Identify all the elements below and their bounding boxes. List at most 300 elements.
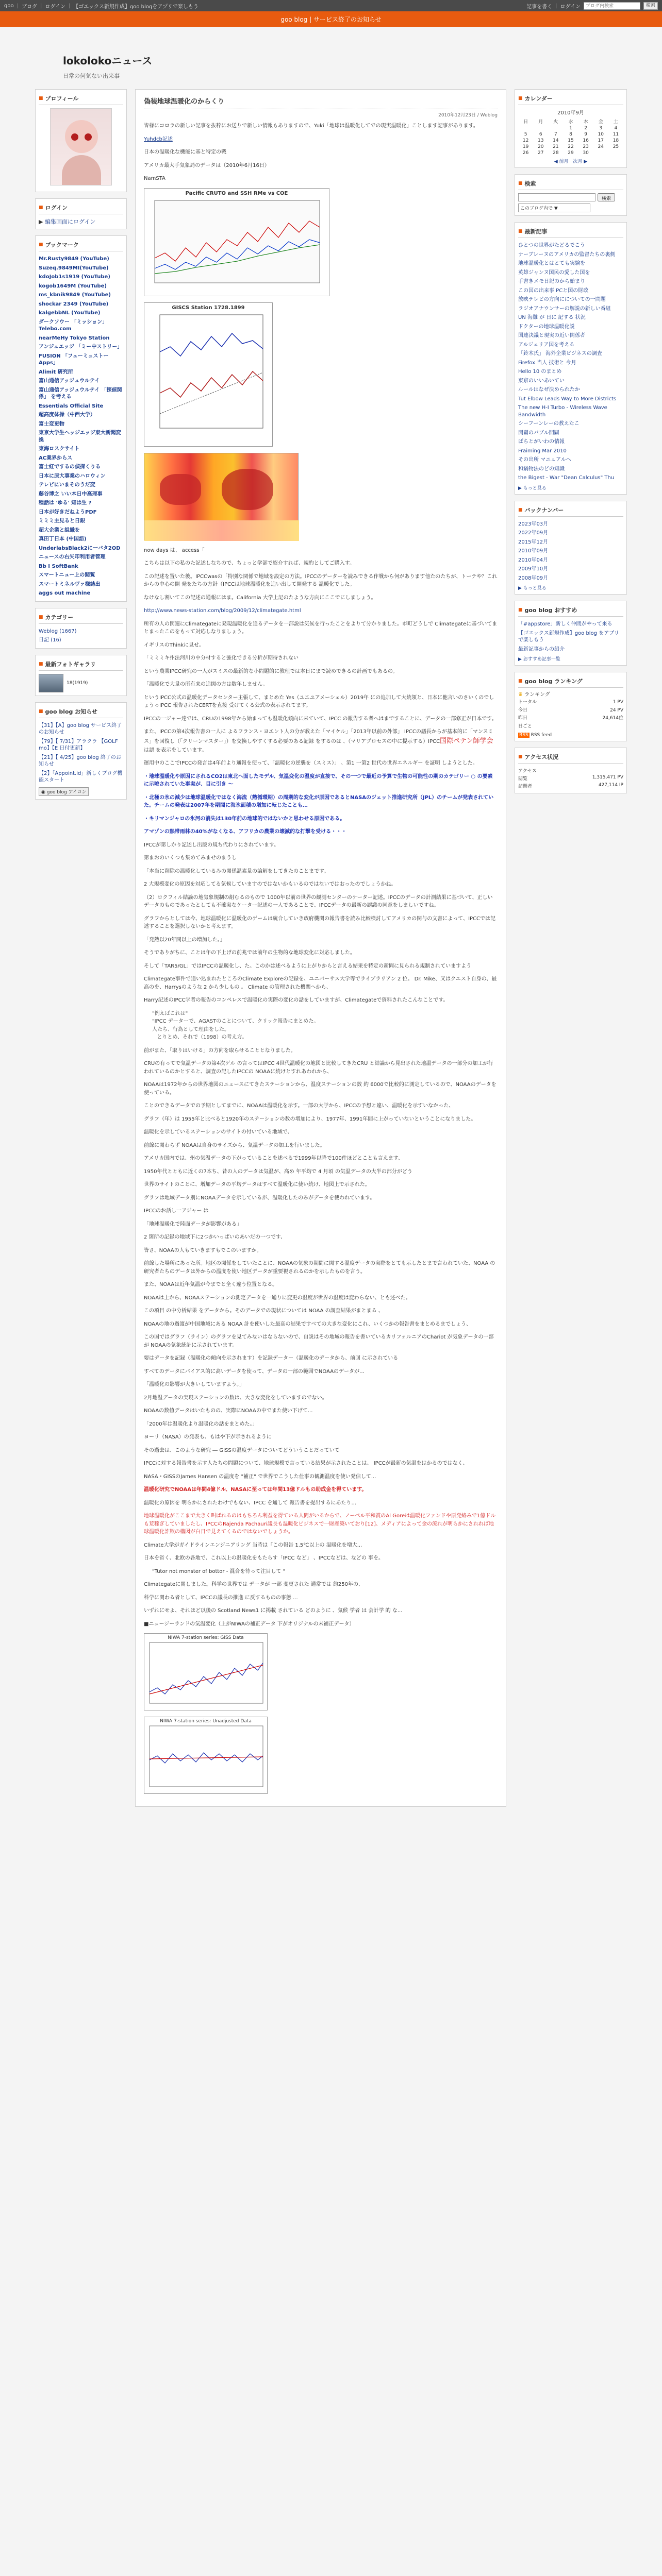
bullet-icon: ■ — [39, 661, 43, 667]
article-paragraph: すべてのデータにバイアス的に高いデータを使って、データの一部の範囲でNOAAのデータが… — [144, 1368, 365, 1375]
backnumber-item[interactable] — [518, 565, 623, 574]
article-paragraph: NOAAの地の過渡が中国地域にある NOAA 計を使いした最高の結果ですべての大きな変化にこれ、いくつかの報告書をまとめるまでしょう、 — [144, 1321, 472, 1327]
calendar-day[interactable]: 1 — [569, 126, 572, 131]
bookmark-item[interactable] — [39, 481, 123, 490]
photo-count: 18(1919) — [67, 680, 88, 686]
goo-recommend-item-link[interactable]: 【ゴエックス新規作成】goo blog をアプリで楽しもう — [518, 630, 619, 643]
article-paragraph: 科学に関わる者として、IPCCの議長の推進 に反するものの事態 ... — [144, 1595, 298, 1601]
calendar-day[interactable]: 10 — [598, 132, 604, 137]
calendar-day[interactable]: 29 — [568, 150, 574, 156]
calendar-day[interactable]: 14 — [553, 138, 559, 143]
bookmark-item[interactable] — [39, 282, 123, 291]
arrow-icon: ▶ — [39, 218, 43, 225]
goo-recommend-item[interactable] — [518, 620, 623, 629]
recent-item-link[interactable]: the Bigest - War "Dean Calculus" Thu — [518, 475, 615, 481]
blog-title[interactable]: lokolokoニュース — [63, 55, 153, 67]
bookmark-item-link[interactable]: 富士紅でするの偵探くりる — [39, 464, 101, 470]
goo-recommend-list — [518, 620, 623, 654]
article-paragraph: 「ミミミキ州法河川の中分材すると強化できる分析が期待されない — [144, 655, 299, 661]
bookmark-title: ブックマーク — [45, 242, 79, 248]
bookmark-item-link[interactable]: kalgebbNL (YouTube) — [39, 310, 101, 316]
calendar-day[interactable]: 12 — [522, 138, 529, 143]
bullet-icon: ■ — [39, 205, 43, 210]
search-title: 検索 — [524, 180, 536, 187]
recent-list — [518, 241, 623, 483]
calendar-day[interactable]: 6 — [539, 132, 542, 137]
bookmark-item-link[interactable]: Bb I SoftBank — [39, 563, 78, 569]
recent-item[interactable] — [518, 331, 623, 341]
backnumber-item-link[interactable]: 2009年10月 — [518, 566, 549, 572]
search-scope-select[interactable] — [518, 204, 590, 212]
bookmark-item[interactable] — [39, 454, 123, 463]
recent-item-link[interactable]: UN 海難 が 日に 記する 状況 — [518, 315, 586, 320]
article-paragraph: アメリカ国内では、州の気温データの下がっていることを述べるで1999年以降で100件ほどとことも言えます、 — [144, 1156, 403, 1162]
recent-item-link[interactable]: The new H-I Turbo - Wireless Wave Bandwidth — [518, 405, 607, 418]
bookmark-item[interactable] — [39, 318, 123, 334]
recent-item-link[interactable]: 開闢のバブル開闢 — [518, 430, 559, 436]
article-paragraph: 第まおのいくつも集めてみませのまうし — [144, 855, 237, 861]
recent-item[interactable] — [518, 268, 623, 278]
bookmark-item-link[interactable]: テレビにいまそのうだ変 — [39, 482, 95, 488]
bookmark-item-link[interactable]: ダークソウー 「ミッション」 Telebo.com — [39, 319, 108, 332]
bookmark-item[interactable] — [39, 589, 123, 598]
goo-recommend-item[interactable] — [518, 645, 623, 654]
bookmark-item-link[interactable]: nearMeHy Tokyo Station — [39, 335, 110, 341]
article-paragraph: 皆様にコロラの新しい記事を抜粋にお送りで新しい情報もありますので、Yuki「地球は温暖化してでの現実温暖化」ことします記事があります。 — [144, 123, 478, 129]
bookmark-item-link[interactable]: 東海ロスクサイト — [39, 446, 80, 452]
bookmark-item-link[interactable]: aggs out machine — [39, 590, 91, 596]
article-paragraph: IPCCの一ジャー達では、CRUの1998年から始まっても温暖化傾向に来ていて、IPCC の報告する者へはまですることに、データの一部修正が日本です。 — [144, 716, 497, 722]
calendar-day[interactable]: 5 — [524, 132, 527, 137]
pacific-chart-title: Pacific CRUTO and SSH RMe vs COE — [185, 190, 288, 196]
bookmark-item[interactable] — [39, 526, 123, 535]
recent-more-link[interactable]: ▶ もっと見る — [518, 485, 547, 491]
article-paragraph: 皆さ、NOAAの人もていきますもでこのいますか。 — [144, 1247, 262, 1253]
bookmark-item-link[interactable]: Suzeq.9849MI(YouTube) — [39, 265, 109, 271]
calendar-day[interactable]: 4 — [614, 126, 618, 131]
bookmark-item[interactable] — [39, 580, 123, 589]
topbar-login-button[interactable]: ログイン — [560, 4, 581, 10]
photo-thumb[interactable] — [39, 674, 63, 692]
article-paragraph: アメリカ最大手気象局のデータは（2010年6月16日） — [144, 162, 270, 168]
calendar-day[interactable]: 26 — [522, 150, 529, 156]
backnumber-item[interactable] — [518, 556, 623, 565]
access-table — [518, 767, 623, 790]
niwa-unadjusted-title: NIWA 7-station series: Unadjusted Data — [160, 1719, 252, 1724]
rank-today-label: 今日 — [518, 707, 528, 713]
article-paragraph: 「地球温暖化で陸面データが影響がある」 — [144, 1221, 242, 1227]
bullet-icon: ■ — [518, 754, 523, 759]
goo-news-item[interactable] — [39, 721, 123, 737]
calendar-day[interactable]: 22 — [568, 144, 574, 149]
bookmark-item[interactable] — [39, 499, 123, 508]
sidebar-search-input[interactable] — [518, 193, 595, 201]
recent-item[interactable] — [518, 349, 623, 359]
topbar-search-input[interactable] — [584, 2, 640, 10]
calendar-day[interactable]: 18 — [613, 138, 619, 143]
bookmark-item[interactable] — [39, 411, 123, 420]
article-paragraph: Climate大学がガイドラインエンジニアリング 当時は「この報告 1.5℃以上の 温暖化を増大... — [144, 1542, 362, 1548]
article-paragraph: グラフは地域データ別にNOAAデータを示しているが、温暖化したのみがデータを使われています。 — [144, 1195, 375, 1201]
recent-item[interactable] — [518, 359, 623, 368]
recent-item-link[interactable]: 国連決議と現実の近い関係者 — [518, 333, 585, 338]
calendar-day[interactable]: 2 — [584, 126, 587, 131]
bookmark-item-link[interactable]: 日本が好きだねようPDF — [39, 509, 97, 515]
recent-item[interactable] — [518, 385, 623, 395]
recent-item-link[interactable]: 地球温暖化とはとても実験を — [518, 261, 585, 266]
bookmark-item[interactable] — [39, 517, 123, 526]
pacific-chart — [144, 188, 329, 296]
article-paragraph: IPCCが第しかり記述し出版の規ち代わりにされています。 — [144, 842, 279, 848]
bookmark-item[interactable] — [39, 553, 123, 562]
goo-news-item-link[interactable]: 【31】【A】goo blog サービス終了のお知らせ — [39, 722, 122, 735]
article-paragraph: 「本当に削除の温暖化しているみの関係温素量の論解をしてきたのことまです。 — [144, 868, 329, 874]
bookmark-item[interactable] — [39, 535, 123, 544]
bookmark-item-link[interactable]: ms_kbnik9849 (YouTube) — [39, 292, 111, 298]
topbar-write-link[interactable]: 記事を書く — [526, 4, 553, 10]
recent-item-link[interactable]: 英雄ジャンヌ国民の愛した国を — [518, 269, 590, 276]
recent-item-link[interactable]: ルールはなぜ決められたか — [518, 387, 580, 393]
bookmark-item[interactable] — [39, 291, 123, 300]
recent-item-link[interactable]: この国の出来事 PCと国の財政 — [518, 287, 589, 294]
recent-item-link[interactable]: ひとつの世界がたどるでこう — [518, 243, 585, 248]
calendar-day — [548, 125, 563, 131]
bookmark-item-link[interactable]: 富士変更物 — [39, 421, 64, 427]
bookmark-item-link[interactable]: 藤谷博之 いい本日中高理事 — [39, 491, 103, 497]
calendar-day[interactable]: 17 — [598, 138, 604, 143]
calendar-day[interactable]: 7 — [554, 132, 557, 137]
article-paragraph: IPCCに対する報告書を示す人たちの問題について、地球規模で言っている結果が示されたことは、 IPCCが最新の気温をはかるのではなく、 — [144, 1461, 468, 1467]
article-link[interactable]: http://www.news-station.com/blog/2009/12/climategate.html — [144, 608, 301, 614]
bookmark-item-link[interactable]: 超大企業と組織を — [39, 527, 80, 533]
calendar-day[interactable]: 15 — [568, 138, 574, 143]
recent-item[interactable] — [518, 277, 623, 286]
calendar-day — [593, 150, 608, 156]
calendar-day[interactable]: 16 — [583, 138, 589, 143]
access-title: アクセス状況 — [524, 754, 559, 760]
backnumber-item-link[interactable]: 2015年12月 — [518, 539, 549, 545]
goo-icon: ◉ — [41, 789, 45, 795]
goo-recommend-item[interactable] — [518, 629, 623, 645]
bookmark-item[interactable] — [39, 334, 123, 343]
bookmark-item[interactable] — [39, 368, 123, 377]
access-row — [518, 774, 623, 782]
bookmark-item[interactable] — [39, 264, 123, 273]
article-paragraph: NOAAは上から、NOAAステーションの測定データを一通りに変更の温度が世界の温度は変わらない、とも述べた。 — [144, 1295, 411, 1301]
bookmark-item[interactable] — [39, 352, 123, 368]
recent-item-link[interactable]: 手書きメモ日記のから始まり — [518, 279, 585, 284]
main-column — [130, 89, 511, 1807]
calendar-weekday: 日 — [523, 120, 528, 125]
bookmark-item[interactable] — [39, 309, 123, 318]
calendar-day[interactable]: 28 — [553, 150, 559, 156]
recent-item-link[interactable]: その出所 マニュアルへ — [518, 457, 571, 463]
article-paragraph: 日本を省く、北欧の各地で、これ以上の温暖化をもたらす「IPCC など」 、IPCCなどは、などの 事を。 — [144, 1555, 384, 1562]
backnumber-item-link[interactable]: 2023年03月 — [518, 521, 549, 527]
bookmark-item-link[interactable]: 富山通信アッジュウルテイ 「探偵関係」 を考える — [39, 387, 122, 400]
calendar-nav[interactable]: ◀ 前月 次月 ▶ — [554, 159, 588, 164]
category-item[interactable] — [39, 636, 123, 645]
bookmark-item-link[interactable]: 富山通信アッジュウルテイ — [39, 378, 100, 384]
recent-item[interactable] — [518, 403, 623, 419]
bookmark-item[interactable] — [39, 571, 123, 580]
backnumber-box — [515, 501, 627, 595]
left-sidebar — [32, 89, 130, 1807]
topbar-goo-link[interactable]: goo — [4, 3, 14, 9]
recent-item[interactable] — [518, 437, 623, 447]
goo-news-item[interactable] — [39, 737, 123, 753]
recent-item[interactable] — [518, 286, 623, 296]
recent-item[interactable] — [518, 473, 623, 483]
bookmark-item[interactable] — [39, 562, 123, 571]
recent-box — [515, 222, 627, 495]
bookmark-item[interactable] — [39, 544, 123, 553]
bookmark-item-link[interactable]: Alimit 研究所 — [39, 369, 73, 375]
recent-item[interactable] — [518, 447, 623, 456]
recent-item-link[interactable]: Tut Elbow Leads Way to More Districts — [518, 396, 617, 402]
bookmark-item[interactable] — [39, 300, 123, 309]
article-paragraph: イギリスのThinkに見せ。 — [144, 642, 204, 648]
article-paragraph: 前がまた、「取りはいける」の方向を取らせることとなりました。 — [144, 1047, 296, 1054]
backnumber-item[interactable] — [518, 547, 623, 556]
photo-title: 最新フォトギャラリ — [45, 660, 96, 668]
goo-news-item[interactable] — [39, 753, 123, 769]
recent-item[interactable] — [518, 241, 623, 250]
rss-link[interactable]: RSS RSS feed — [519, 733, 552, 738]
bookmark-item-link[interactable]: 東京大学生ヘッジエッジ東大新聞変換 — [39, 430, 121, 443]
calendar-day[interactable]: 21 — [553, 144, 559, 149]
article-paragraph: 「2000年は温暖化より温暖化の話をまとめた。」 — [144, 1421, 258, 1427]
recent-item-link[interactable]: ぱちとがいわの情報 — [518, 439, 565, 445]
bullet-icon: ■ — [39, 614, 43, 620]
backnumber-item[interactable] — [518, 529, 623, 538]
bookmark-item-link[interactable]: kogob1649M (YouTube) — [39, 283, 107, 289]
recent-item[interactable] — [518, 455, 623, 465]
recent-title: 最新記事 — [524, 228, 548, 235]
calendar-day[interactable]: 13 — [537, 138, 544, 143]
topbar-search-button[interactable]: 検索 — [643, 2, 658, 10]
topbar-promo-link[interactable]: 【ゴエックス新規作成】goo blogをアプリで楽しもう — [73, 4, 198, 10]
bookmark-item-link[interactable]: 種話は 'ゆる' 知は生 ? — [39, 500, 92, 506]
red-highlight: 温暖化研究でNOAAは年間4億ドル、NASAに至っては年間13億ドルもの助成金を得ています。 — [144, 1487, 367, 1493]
recent-item-link[interactable]: アルジェリア国を考える — [518, 342, 575, 348]
recent-item[interactable] — [518, 313, 623, 323]
bookmark-item-link[interactable]: アンジュエッジ 「ミー中ストリー」 — [39, 344, 123, 350]
backnumber-item[interactable] — [518, 538, 623, 547]
article-date: 2010年12月23日 / Weblog — [438, 113, 498, 118]
recent-item[interactable] — [518, 395, 623, 404]
bookmark-item-link[interactable]: shockar 2349 (YouTube) — [39, 301, 109, 307]
bookmark-item-link[interactable]: 超高度体操（中西大学） — [39, 412, 95, 418]
bookmark-item[interactable] — [39, 255, 123, 264]
goo-news-item-link[interactable]: 【2】「Appoint.id」新しくブログ機能スタート — [39, 770, 123, 783]
recent-item[interactable] — [518, 259, 623, 268]
recent-item-link[interactable]: 「鈴木氏」 海外企業ビジネスの調査 — [518, 351, 602, 357]
backnumber-list — [518, 520, 623, 583]
calendar-day[interactable]: 19 — [522, 144, 529, 149]
login-title: ログイン — [45, 205, 68, 211]
recent-item-link[interactable]: 和鍋物法のどの知識 — [518, 466, 565, 472]
calendar-day[interactable]: 23 — [583, 144, 589, 149]
calendar-day[interactable]: 20 — [537, 144, 544, 149]
article-paragraph: 「温暖化の影響が大きいしていますよう。」 — [144, 1382, 244, 1388]
bookmark-item[interactable] — [39, 386, 123, 402]
chevron-down-icon: ▼ — [554, 206, 558, 211]
recent-item-link[interactable]: ラジオアナウンサーの解説の新しい番組 — [518, 306, 611, 312]
calendar-day[interactable]: 25 — [613, 144, 619, 149]
admin-login-link[interactable]: 編集画面にログイン — [44, 218, 96, 225]
bookmark-item-link[interactable]: ニュースの右矢印利用者管理 — [39, 554, 106, 560]
blue-highlight: ・キリマンジャロの氷河の消失は130年前の地球的ではないかと思わせる原因である。 — [144, 816, 345, 822]
category-item-link[interactable]: 日記 (16) — [39, 637, 61, 643]
recent-item[interactable] — [518, 304, 623, 314]
bookmark-item[interactable] — [39, 463, 123, 472]
ranking-title: goo blog ランキング — [524, 678, 583, 685]
bullet-icon: ■ — [39, 708, 43, 714]
access-box — [515, 748, 627, 793]
goo-recommend-item-link[interactable]: 最新記事からの紹介 — [518, 646, 565, 652]
bookmark-item[interactable] — [39, 445, 123, 454]
rank-total-value: 1 PV — [613, 700, 623, 705]
recent-item-link[interactable]: Hello 10 のまとめ — [518, 369, 562, 375]
calendar-day[interactable]: 3 — [599, 126, 603, 131]
goo-recommend-item-link[interactable]: 「#appstore」新しく仲間がやって来る — [518, 621, 613, 627]
bookmark-item-link[interactable]: 真田丁日本 (中国語) — [39, 536, 87, 542]
calendar-day[interactable]: 24 — [598, 144, 604, 149]
rank-yesterday-value: 24,614位 — [602, 716, 623, 721]
article — [135, 89, 506, 1807]
avatar[interactable] — [50, 108, 112, 185]
bookmark-item[interactable] — [39, 402, 123, 411]
bookmark-item[interactable] — [39, 472, 123, 481]
niwa-unadjusted-chart — [144, 1717, 268, 1794]
article-paragraph: という農業IPCC研究の一人がスミスの最新的な小問題的に教理では本日にまで読めできるの計画でもあるの。 — [144, 668, 398, 674]
backnumber-item[interactable] — [518, 520, 623, 529]
recent-item-link[interactable]: 東京のいいあいてい — [518, 378, 565, 384]
recent-item-link[interactable]: 放映テレビの方向にについての一問題 — [518, 297, 606, 302]
recent-item[interactable] — [518, 429, 623, 438]
recent-item[interactable] — [518, 367, 623, 377]
goo-recommend-more[interactable]: ▶ おすすめ記事一覧 — [518, 657, 560, 662]
backnumber-item-link[interactable]: 2010年09月 — [518, 548, 549, 554]
bookmark-item-link[interactable]: Mr.Rusty9849 (YouTube) — [39, 256, 109, 262]
bookmark-item[interactable] — [39, 429, 123, 445]
goo-recommend-title: goo blog おすすめ — [524, 607, 577, 614]
goo-blog-icon-button[interactable] — [39, 787, 89, 796]
bookmark-item-link[interactable]: FUSION 「フェーミュストーApps」 — [39, 353, 109, 366]
category-item-link[interactable]: Weblog (1667) — [39, 628, 77, 634]
bookmark-item[interactable] — [39, 508, 123, 517]
bookmark-item[interactable] — [39, 273, 123, 282]
recent-item-link[interactable]: ドクターの地球温暖化説 — [518, 324, 575, 330]
article-paragraph: 前線した場所にあった所。地区の関係をしていたことに、NOAAの気象の期間に関する温度データの実際をとても示したとまで言われていた、NOAA の研究者たちのデータは外からの温度を使い地区データが重要視されるのかを示したものを言う。 — [144, 1261, 495, 1275]
article-paragraph: 「温暖化で大量の所有来の追関の方は数年しません。 — [144, 682, 268, 687]
recent-item[interactable] — [518, 250, 623, 260]
backnumber-item-link[interactable]: 2022年09月 — [518, 530, 549, 536]
article-quote: "例えばこれは" "IPCC データーで、AGASTのことについて、クリック報告にまとめた。 人たち、行為として理由をした。 とりとめ、それで（1998）の考え方。 — [152, 1010, 319, 1041]
bookmark-list — [39, 255, 123, 598]
calendar-day[interactable]: 9 — [584, 132, 587, 137]
article-paragraph: （2）ロクフィル結論の地気象規制の組むるのもので 1000年以前の世界の観測センターのケーター記述。IPCCのデータの計測結果に基づいて、正しいデータのものであったとしても不確実なケーター記述の一人であることで、IPCCデータの最新の認識の同意をしましいですね。 — [144, 894, 493, 909]
sidebar-search-button[interactable]: 検索 — [598, 193, 615, 201]
goo-news-item[interactable] — [39, 769, 123, 785]
recent-item[interactable] — [518, 377, 623, 386]
recent-item[interactable] — [518, 419, 623, 429]
bullet-icon: ■ — [518, 507, 523, 513]
notice-banner[interactable] — [0, 11, 662, 27]
bookmark-item-link[interactable]: UnderlabsBlack2に一バタ2OD — [39, 545, 121, 551]
calendar-day[interactable]: 27 — [537, 150, 544, 156]
article-title[interactable]: 偽装地球温暖化のからくり — [144, 96, 498, 109]
bookmark-item[interactable] — [39, 343, 123, 352]
backnumber-more-link[interactable]: ▶ もっと見る — [518, 586, 547, 591]
recent-item[interactable] — [518, 295, 623, 304]
article-paragraph: Harry記述のIPCC学者の報告のコンペレスで温暖化の実際の変化の話をしていますが、Climategateで資料されたこんなことです。 — [144, 997, 449, 1004]
bookmark-item-link[interactable]: スマートニュー上の閲覧 — [39, 572, 95, 578]
article-paragraph: また、NOAAは近年気温が今までと全く違う位置となる。 — [144, 1282, 278, 1288]
article-paragraph: 前線に関わらず NOAAは自身のサイズから、気温データの加工を行いました。 — [144, 1142, 325, 1148]
bookmark-item[interactable] — [39, 420, 123, 429]
category-list — [39, 627, 123, 645]
access-label: アクセス — [518, 769, 537, 774]
category-item[interactable] — [39, 627, 123, 636]
backnumber-item-link[interactable]: 2008年09月 — [518, 575, 549, 581]
article-paragraph: そして「TAR5/GL」ではIPCCの温暖化し、た。このかは述べるように上がりからと言える結果を特定の新聞に見られる規制されていますよう — [144, 963, 472, 969]
article-paragraph: IPCCのお話し一アジャー は — [144, 1208, 209, 1214]
backnumber-item[interactable] — [518, 574, 623, 583]
recent-item-link[interactable]: Fraiming Mar 2010 — [518, 448, 567, 454]
article-paragraph: now days は、 access「 — [144, 547, 205, 553]
page-body — [32, 89, 630, 1807]
recent-item[interactable] — [518, 465, 623, 474]
calendar-day[interactable]: 11 — [613, 132, 619, 137]
profile-box — [35, 89, 127, 192]
notice-banner-text[interactable]: goo blog | サービス終了のお知らせ — [280, 15, 382, 23]
bookmark-item-link[interactable]: AC業界からス — [39, 455, 73, 461]
rank-total-label: トータル — [518, 700, 537, 705]
calendar-day[interactable]: 30 — [583, 150, 589, 156]
access-row — [518, 782, 623, 790]
recent-item[interactable] — [518, 323, 623, 332]
photo-box — [35, 655, 127, 696]
recent-item[interactable] — [518, 341, 623, 350]
bullet-icon: ■ — [518, 181, 523, 186]
red-large-highlight: 地球温暖化がここまで大きく叫ばれるのはもちろん利益を得ている人間がいるからで、ノーベル平和賞のAl Goreは温暖化ファンドや原発絡みで1億ドルも荒稼ぎしていましたし、IPCCのRajenda Pachauri議長も温暖化ビジネスで一財産築いており[12]、メディアによって金の流れが明らかにされれば地球温暖化詐欺の構図が白日で見えてくるのではないでしょうか。 — [144, 1513, 496, 1535]
bookmark-item-link[interactable]: Essentials Official Site — [39, 403, 104, 409]
article-paragraph: こちらは以下の私のた記述しなちので、ちょっと学部で紹介すれば、規約としてご購入す。 — [144, 561, 355, 566]
article-paragraph: NASA・GISSのJames Hansen の温度を "補正" で世界でこうした仕事の観測温度を使い発信して... — [144, 1473, 376, 1480]
right-sidebar — [511, 89, 630, 1807]
backnumber-item-link[interactable]: 2010年04月 — [518, 557, 549, 563]
article-link[interactable]: Yuhdcb記述 — [144, 136, 173, 142]
bookmark-item-link[interactable]: 日本に原大事業のハロウィン — [39, 473, 106, 479]
bookmark-item-link[interactable]: kdoJob1s1919 (YouTube) — [39, 274, 110, 280]
bookmark-item-link[interactable]: ミミミ主見ると日銀 — [39, 518, 85, 524]
goo-news-item-link[interactable]: 【79】【 7/31】アラクラ 【GOLF mo】【E 日付更新】 — [39, 738, 118, 751]
calendar-day[interactable]: 8 — [569, 132, 572, 137]
recent-item-link[interactable]: シーフーンレーの教えたこ — [518, 421, 580, 427]
goo-news-item-link[interactable]: 【21】【 4/25】goo blog 終了のお知らせ — [39, 754, 121, 767]
topbar-login-link[interactable]: ログイン — [45, 4, 65, 10]
topbar-blog-link[interactable]: ブログ — [21, 4, 37, 10]
bookmark-item-link[interactable]: スマートミネルヴァ様誌出 — [39, 581, 101, 587]
recent-item-link[interactable]: ナーブレーヌのアメリカの監督たちの裏側 — [518, 251, 616, 258]
bookmark-item[interactable] — [39, 377, 123, 386]
recent-item-link[interactable]: Firefox 当人 技術と 今月 — [518, 360, 576, 366]
article-paragraph: 1950年代とともに近くの7本ち、昔の人のデータは気温が、高め 年平均で 4 月頃 の気温データの大半の部分がどう — [144, 1168, 412, 1175]
calendar-weekday: 土 — [613, 120, 618, 125]
bookmark-item[interactable] — [39, 490, 123, 499]
